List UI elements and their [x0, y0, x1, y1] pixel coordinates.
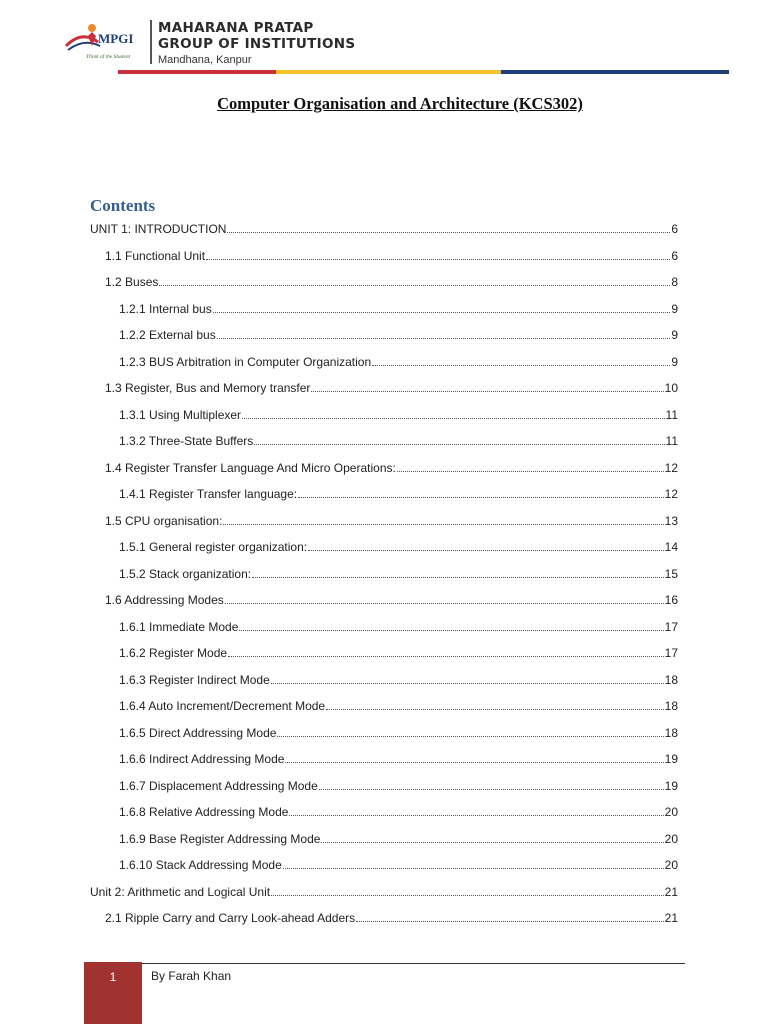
toc-entry-page: 20	[664, 831, 678, 846]
header-stripe-red	[118, 70, 276, 74]
toc-dot-leader	[242, 407, 664, 419]
toc-entry-label: 1.6.1 Immediate Mode	[119, 619, 239, 634]
header-divider	[150, 20, 152, 64]
toc-dot-leader	[254, 433, 664, 445]
toc-entry[interactable]	[105, 274, 678, 290]
toc-dot-leader	[252, 566, 664, 578]
mpgi-logo	[62, 16, 144, 62]
toc-entry-page: 16	[664, 593, 678, 607]
toc-entry-page: 19	[664, 752, 678, 766]
toc-entry-label: 1.4.1 Register Transfer language:	[119, 487, 298, 501]
toc-entry-label: 1.6.6 Indirect Addressing Mode	[119, 752, 285, 766]
toc-entry-page: 6	[671, 222, 678, 236]
toc-entry-label: 1.4 Register Transfer Language And Micro Operations:	[105, 460, 396, 475]
toc-entry-page: 9	[671, 354, 678, 369]
footer-page-number: 1	[109, 970, 117, 984]
toc-dot-leader	[271, 672, 664, 684]
toc-dot-leader	[239, 619, 663, 631]
toc-entry[interactable]	[119, 751, 678, 767]
toc-dot-leader	[213, 301, 671, 313]
header-stripe-blue	[501, 70, 729, 74]
toc-dot-leader	[217, 327, 671, 339]
toc-entry-page: 8	[671, 275, 678, 289]
toc-entry-label: 1.6.10 Stack Addressing Mode	[119, 858, 282, 872]
toc-dot-leader	[298, 486, 664, 498]
toc-entry-page: 11	[665, 407, 678, 422]
toc-entry-label: UNIT 1: INTRODUCTION	[90, 222, 227, 236]
toc-dot-leader	[271, 884, 664, 896]
toc-dot-leader	[321, 831, 663, 843]
toc-entry[interactable]	[119, 301, 678, 317]
toc-dot-leader	[356, 910, 664, 922]
toc-entry-label: 1.5.1 General register organization:	[119, 540, 308, 554]
toc-entry-page: 19	[664, 778, 678, 793]
toc-entry-label: 1.6.4 Auto Increment/Decrement Mode	[119, 699, 326, 713]
toc-dot-leader	[326, 698, 664, 710]
toc-entry-page: 11	[665, 434, 678, 448]
toc-entry[interactable]	[105, 910, 678, 926]
toc-entry[interactable]	[119, 672, 678, 688]
toc-entry-page: 9	[671, 301, 678, 316]
page-header	[0, 0, 768, 80]
toc-dot-leader	[311, 380, 663, 392]
toc-entry-label: 1.6.2 Register Mode	[119, 646, 228, 660]
svg-text:MPGI: MPGI	[98, 31, 134, 46]
toc-entry-label: 1.6.9 Base Register Addressing Mode	[119, 831, 321, 846]
toc-entry-label: 1.5 CPU organisation:	[105, 513, 223, 528]
toc-entry-label: 1.3.1 Using Multiplexer	[119, 407, 242, 422]
toc-entry[interactable]	[119, 831, 678, 847]
toc-dot-leader	[289, 804, 663, 816]
toc-dot-leader	[228, 645, 664, 657]
toc-dot-leader	[283, 857, 664, 869]
toc-entry-label: 1.2 Buses	[105, 275, 159, 289]
toc-entry[interactable]	[119, 327, 678, 343]
toc-entry-page: 17	[664, 646, 678, 660]
toc-entry[interactable]	[119, 619, 678, 635]
toc-dot-leader	[225, 592, 664, 604]
institution-name-line1: MAHARANA PRATAP	[158, 20, 314, 36]
toc-dot-leader	[372, 354, 670, 366]
document-title: Computer Organisation and Architecture (KCS302)	[217, 94, 583, 113]
toc-dot-leader	[227, 221, 670, 233]
institution-location: Mandhana, Kanpur	[158, 54, 252, 66]
toc-entry[interactable]	[119, 566, 678, 582]
toc-entry-page: 10	[664, 381, 678, 395]
footer-divider	[142, 963, 685, 964]
toc-entry-page: 9	[671, 328, 678, 342]
toc-entry-label: 1.6 Addressing Modes	[105, 593, 224, 607]
toc-entry-label: 1.1 Functional Unit	[105, 248, 206, 263]
toc-entry[interactable]	[105, 592, 678, 608]
toc-entry[interactable]	[119, 645, 678, 661]
toc-entry[interactable]	[119, 725, 678, 741]
toc-entry[interactable]	[119, 778, 678, 794]
toc-entry[interactable]	[119, 804, 678, 820]
toc-entry-label: Unit 2: Arithmetic and Logical Unit	[90, 884, 271, 899]
institution-name-block	[158, 20, 355, 67]
toc-entry[interactable]	[105, 460, 678, 476]
toc-entry[interactable]	[105, 380, 678, 396]
toc-entry-page: 17	[664, 619, 678, 634]
toc-entry[interactable]	[119, 486, 678, 502]
toc-entry-page: 21	[664, 911, 678, 925]
toc-entry-label: 2.1 Ripple Carry and Carry Look-ahead Adders	[105, 911, 356, 925]
toc-entry-page: 18	[664, 699, 678, 713]
toc-entry-page: 14	[664, 540, 678, 554]
toc-entry-label: 1.3 Register, Bus and Memory transfer	[105, 381, 311, 395]
toc-entry-label: 1.6.3 Register Indirect Mode	[119, 672, 270, 687]
toc-entry-page: 12	[664, 487, 678, 501]
toc-entry-page: 20	[664, 805, 678, 819]
toc-dot-leader	[159, 274, 670, 286]
toc-entry[interactable]	[119, 857, 678, 873]
toc-entry[interactable]	[119, 354, 678, 370]
header-stripe-yellow	[276, 70, 501, 74]
toc-entry-label: 1.6.8 Relative Addressing Mode	[119, 805, 289, 819]
toc-entry-page: 12	[664, 460, 678, 475]
toc-entry-label: 1.6.7 Displacement Addressing Mode	[119, 778, 318, 793]
institution-name-line2: GROUP OF INSTITUTIONS	[158, 36, 356, 52]
svg-text:Think of the Student: Think of the Student	[86, 54, 131, 60]
toc-entry-label: 1.3.2 Three-State Buffers	[119, 434, 254, 448]
toc-entry[interactable]	[105, 513, 678, 529]
toc-entry-label: 1.5.2 Stack organization:	[119, 566, 252, 581]
toc-entry-page: 13	[664, 513, 678, 528]
toc-entry[interactable]	[119, 433, 678, 449]
toc-entry[interactable]	[119, 698, 678, 714]
toc-entry[interactable]	[105, 248, 678, 264]
toc-entry[interactable]	[90, 221, 678, 237]
toc-dot-leader	[308, 539, 664, 551]
toc-dot-leader	[319, 778, 664, 790]
toc-entry[interactable]	[119, 539, 678, 555]
toc-entry-page: 6	[671, 248, 678, 263]
toc-dot-leader	[206, 248, 670, 260]
toc-dot-leader	[285, 751, 663, 763]
toc-entry-label: 1.2.3 BUS Arbitration in Computer Organization	[119, 354, 372, 369]
toc-entry-page: 18	[664, 672, 678, 687]
toc-entry-page: 15	[664, 566, 678, 581]
contents-heading: Contents	[90, 196, 156, 215]
toc-dot-leader	[277, 725, 663, 737]
toc-entry-label: 1.2.2 External bus	[119, 328, 216, 342]
toc-entry[interactable]	[90, 884, 678, 900]
toc-entry-page: 21	[664, 884, 678, 899]
toc-entry-page: 20	[664, 858, 678, 872]
toc-entry-label: 1.6.5 Direct Addressing Mode	[119, 725, 277, 740]
toc-dot-leader	[223, 513, 663, 525]
toc-entry-page: 18	[664, 725, 678, 740]
footer-author: By Farah Khan	[151, 969, 232, 983]
toc-entry-label: 1.2.1 Internal bus	[119, 301, 212, 316]
toc-entry[interactable]	[119, 407, 678, 423]
toc-dot-leader	[397, 460, 664, 472]
